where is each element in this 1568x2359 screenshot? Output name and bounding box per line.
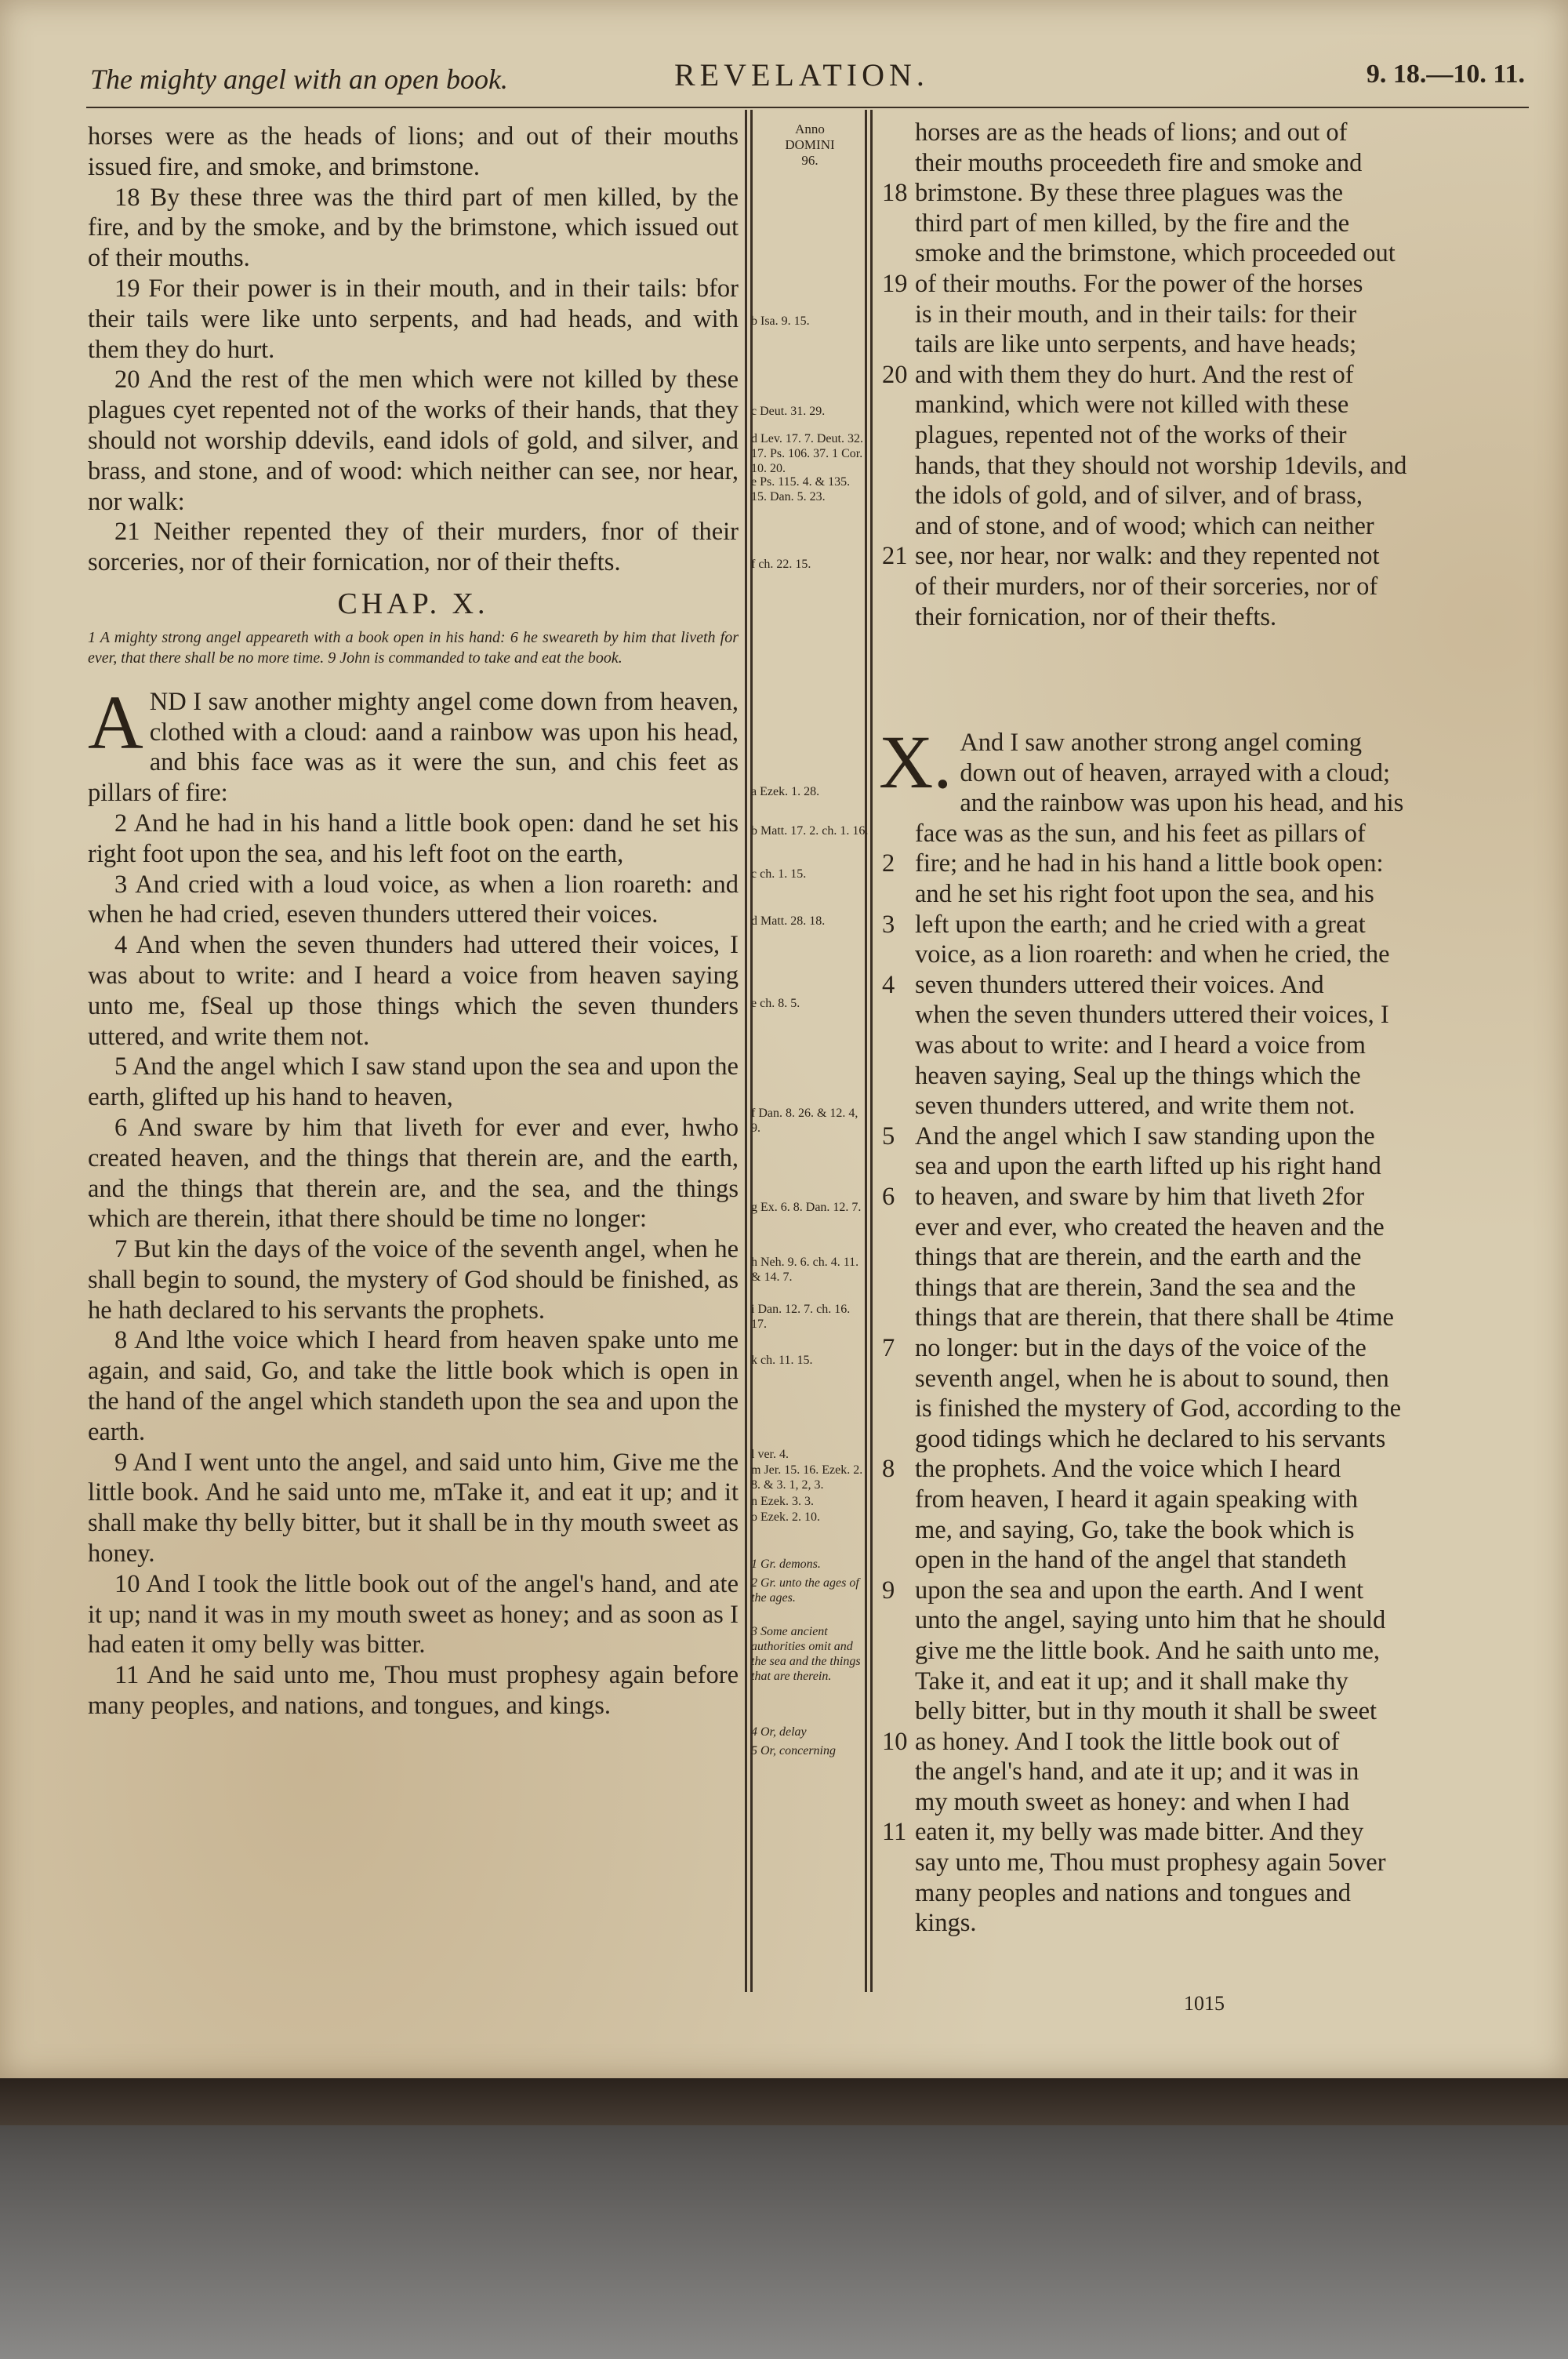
rv-line-text: fire; and he had in his hand a little book open: bbox=[915, 849, 1384, 878]
rv-line bbox=[882, 819, 1525, 849]
rv-line bbox=[882, 1485, 1525, 1515]
verse-number: 9 bbox=[882, 1576, 895, 1605]
rv-line-text: their fornication, nor of their thefts. bbox=[915, 602, 1277, 631]
margin-reference: h Neh. 9. 6. ch. 4. 11. & 14. 7. bbox=[751, 1256, 859, 1284]
verse: 8 And lthe voice which I heard from heaven spake unto me again, and said, Go, and take the little book which is open in the hand of the angel which standeth upon the sea and upon the earth. bbox=[88, 1326, 739, 1446]
rv-line bbox=[882, 1364, 1525, 1394]
rv-line: And I saw another strong angel coming bbox=[960, 729, 1362, 758]
revised-version-column bbox=[879, 118, 1525, 1939]
rv-line bbox=[882, 1636, 1525, 1667]
rv-line bbox=[882, 1848, 1525, 1878]
page-number: 1015 bbox=[1184, 1992, 1225, 2015]
rv-line bbox=[882, 1605, 1525, 1636]
rv-line-text: from heaven, I heard it again speaking with bbox=[915, 1485, 1358, 1514]
verse-number: 11 bbox=[882, 1818, 907, 1847]
rv-line bbox=[882, 541, 1525, 572]
verse: 20 And the rest of the men which were not killed by these plagues cyet repented not of the works of their hands, that they should not worship ddevils, eand idols of gold, and silver, and brass, and stone, and of wood: which neither can see, nor hear, nor walk: bbox=[88, 365, 739, 516]
verse-1 bbox=[88, 680, 739, 809]
verse: 21 Neither repented they of their murders, fnor of their sorceries, nor of their fornication, nor of their thefts. bbox=[88, 518, 739, 577]
rv-line-text: give me the little book. And he saith unto me, bbox=[915, 1636, 1381, 1665]
margin-reference: c Deut. 31. 29. bbox=[751, 405, 826, 418]
rv-line-text: when the seven thunders uttered their voices, I bbox=[915, 1001, 1389, 1030]
rv-line bbox=[882, 148, 1525, 179]
rv-line-text: was about to write: and I heard a voice from bbox=[915, 1031, 1366, 1060]
rv-line bbox=[882, 1787, 1525, 1818]
verse-number: 8 bbox=[882, 1455, 895, 1484]
margin-note: 5 Or, concerning bbox=[751, 1744, 836, 1757]
rv-line bbox=[882, 970, 1525, 1001]
verse: 19 For their power is in their mouth, and in their tails: bfor their tails were like unto serpents, and had heads, and with them they do hurt. bbox=[88, 274, 739, 364]
rv-line bbox=[882, 910, 1525, 940]
rv-line-text: horses are as the heads of lions; and out of bbox=[915, 118, 1348, 147]
rv-line bbox=[882, 1454, 1525, 1485]
rv-line bbox=[882, 1273, 1525, 1303]
verse: 10 And I took the little book out of the angel's hand, and ate it up; nand it was in my mouth sweet as honey; and as soon as I had eaten it omy belly was bitter. bbox=[88, 1569, 739, 1659]
rv-line-text: ever and ever, who created the heaven and the bbox=[915, 1212, 1385, 1241]
rv-line bbox=[882, 1515, 1525, 1546]
rv-line-text: the idols of gold, and of silver, and of brass, bbox=[915, 482, 1363, 511]
column-divider-right-b bbox=[870, 110, 873, 1992]
rv-line-text: no longer: but in the days of the voice of the bbox=[915, 1333, 1367, 1362]
rv-line-text: sea and upon the earth lifted up his right hand bbox=[915, 1152, 1381, 1181]
rv-line bbox=[882, 879, 1525, 910]
rv-line bbox=[882, 329, 1525, 360]
margin-reference: m Jer. 15. 16. Ezek. 2. 8. & 3. 1, 2, 3. bbox=[751, 1463, 863, 1492]
rv-line bbox=[882, 572, 1525, 602]
chapter-heading: CHAP. X. bbox=[337, 587, 489, 620]
verse: 3 And cried with a loud voice, as when a lion roareth: and when he had cried, eseven thunders uttered their voices. bbox=[88, 870, 739, 929]
rv-line bbox=[882, 1757, 1525, 1787]
rv-line-text: belly bitter, but in thy mouth it shall be sweet bbox=[915, 1697, 1377, 1726]
margin-note: 4 Or, delay bbox=[751, 1725, 807, 1739]
verse: 5 And the angel which I saw stand upon the sea and upon the earth, glifted up his hand to heaven, bbox=[88, 1052, 739, 1112]
rv-line bbox=[882, 1878, 1525, 1909]
rv-line-text: seventh angel, when he is about to sound, then bbox=[915, 1364, 1389, 1393]
authorized-version-column bbox=[88, 122, 739, 1721]
rv-line bbox=[882, 1091, 1525, 1121]
rv-line bbox=[882, 511, 1525, 542]
rv-line-text: heaven saying, Seal up the things which the bbox=[915, 1061, 1361, 1090]
margin-reference: b Matt. 17. 2. ch. 1. 16. bbox=[751, 824, 869, 838]
rv-line-text: third part of men killed, by the fire and the bbox=[915, 209, 1350, 238]
rv-line bbox=[882, 1908, 1525, 1939]
rv-line-text: is finished the mystery of God, according to the bbox=[915, 1394, 1402, 1423]
margin-reference: l ver. 4. bbox=[751, 1448, 789, 1461]
drop-cap: A bbox=[88, 680, 143, 765]
running-header bbox=[90, 55, 1525, 102]
anno-label: Anno bbox=[795, 122, 825, 136]
rv-line bbox=[882, 451, 1525, 482]
rv-line-text: plagues, repented not of the works of their bbox=[915, 420, 1347, 449]
rv-line-text: say unto me, Thou must prophesy again 5over bbox=[915, 1848, 1386, 1877]
header-left-title: The mighty angel with an open book. bbox=[90, 64, 508, 95]
rv-line-text: tails are like unto serpents, and have heads; bbox=[915, 330, 1357, 359]
rv-line bbox=[882, 849, 1525, 879]
verse: 6 And sware by him that liveth for ever and ever, hwho created heaven, and the things that therein are, and the earth, and the things that therein are, and the sea, and the things which are therein, ithat there should be time no longer: bbox=[88, 1113, 739, 1234]
rv-line-text: hands, that they should not worship 1devils, and bbox=[915, 451, 1407, 480]
rv-line-text: seven thunders uttered, and write them not. bbox=[915, 1092, 1356, 1121]
rv-line bbox=[882, 1424, 1525, 1455]
rv-line-text: many peoples and nations and tongues and bbox=[915, 1878, 1351, 1907]
margin-note: 2 Gr. unto the ages of the ages. bbox=[751, 1576, 859, 1605]
rv-line bbox=[882, 360, 1525, 391]
rv-line-text: seven thunders uttered their voices. And bbox=[915, 970, 1324, 999]
rv-line-text: brimstone. By these three plagues was the bbox=[915, 179, 1344, 208]
header-book-title: REVELATION. bbox=[674, 57, 929, 93]
rv-line-text: see, nor hear, nor walk: and they repented not bbox=[915, 542, 1380, 571]
rv-line-text: and with them they do hurt. And the rest of bbox=[915, 360, 1354, 389]
rv-line bbox=[882, 1212, 1525, 1243]
rv-line-text: of their murders, nor of their sorceries, nor of bbox=[915, 572, 1378, 601]
rv-line-text: is in their mouth, and in their tails: for their bbox=[915, 300, 1357, 329]
rv-line-text: eaten it, my belly was made bitter. And they bbox=[915, 1818, 1364, 1847]
rv-line bbox=[882, 1030, 1525, 1061]
rv-line-text: as honey. And I took the little book out of bbox=[915, 1727, 1340, 1756]
column-divider-left-b bbox=[750, 110, 753, 1992]
rv-line bbox=[882, 1696, 1525, 1727]
rv-line bbox=[882, 118, 1525, 148]
rv-line: down out of heaven, arrayed with a cloud; bbox=[960, 758, 1391, 787]
rv-line bbox=[882, 788, 1525, 819]
chapter-10-verses bbox=[88, 809, 739, 1721]
rv-line-text: left upon the earth; and he cried with a great bbox=[915, 910, 1366, 939]
verse-number: 21 bbox=[882, 542, 908, 571]
rv-line-text: my mouth sweet as honey: and when I had bbox=[915, 1787, 1350, 1816]
rv-line-text: upon the sea and upon the earth. And I went bbox=[915, 1576, 1364, 1605]
anno-domini bbox=[751, 122, 869, 169]
verse-number: 3 bbox=[882, 910, 895, 939]
rv-line bbox=[882, 238, 1525, 269]
verse: horses were as the heads of lions; and out of their mouths issued fire, and smoke, and brimstone. bbox=[88, 122, 739, 181]
rv-line bbox=[882, 481, 1525, 511]
margin-reference: d Matt. 28. 18. bbox=[751, 914, 826, 928]
margin-note: 1 Gr. demons. bbox=[751, 1558, 821, 1571]
rv-line bbox=[882, 602, 1525, 633]
margin-reference: e Ps. 115. 4. & 135. 15. Dan. 5. 23. bbox=[751, 475, 851, 503]
rv-line-text: things that are therein, that there shall be 4time bbox=[915, 1303, 1394, 1332]
margin-reference: n Ezek. 3. 3. bbox=[751, 1495, 814, 1508]
rv-line bbox=[882, 209, 1525, 239]
verse-number: 19 bbox=[882, 269, 908, 298]
rv-line bbox=[882, 178, 1525, 209]
margin-reference: d Lev. 17. 7. Deut. 32. 17. Ps. 106. 37. 1 Cor. 10. 20. bbox=[751, 432, 863, 475]
rv-line-text: Take it, and eat it up; and it shall make thy bbox=[915, 1667, 1348, 1696]
header-rule bbox=[86, 107, 1529, 108]
verse-number: 6 bbox=[882, 1183, 895, 1211]
verse: 2 And he had in his hand a little book open: dand he set his right foot upon the sea, and his left foot on the earth, bbox=[88, 809, 739, 868]
rv-line bbox=[882, 1727, 1525, 1757]
rv-chapter-9 bbox=[882, 118, 1525, 632]
rv-line-text: me, and saying, Go, take the book which is bbox=[915, 1515, 1355, 1544]
verse-number: 18 bbox=[882, 179, 908, 208]
rv-line bbox=[882, 390, 1525, 420]
header-chapter-range: 9. 18.—10. 11. bbox=[1366, 60, 1525, 89]
rv-line bbox=[882, 1394, 1525, 1424]
rv-line bbox=[882, 1545, 1525, 1576]
verse: 7 But kin the days of the voice of the seventh angel, when he shall begin to sound, the mystery of God should be finished, as he hath declared to his servants the prophets. bbox=[88, 1235, 739, 1325]
margin-reference: f ch. 22. 15. bbox=[751, 558, 811, 571]
rv-line-text: and he set his right foot upon the sea, and his bbox=[915, 880, 1374, 909]
rv-line bbox=[882, 1576, 1525, 1606]
margin-reference: f Dan. 8. 26. & 12. 4, 9. bbox=[751, 1107, 858, 1135]
rv-line-text: things that are therein, 3and the sea and the bbox=[915, 1273, 1356, 1302]
rv-line bbox=[882, 1000, 1525, 1030]
rv-line bbox=[882, 1242, 1525, 1273]
verse-number: 5 bbox=[882, 1121, 895, 1150]
rv-line bbox=[882, 1817, 1525, 1848]
rv-line-text: and the rainbow was upon his head, and his bbox=[960, 789, 1404, 818]
verse-1-text: ND I saw another mighty angel come down from heaven, clothed with a cloud: aand a rainbow was upon his head, and bhis face was as it were the sun, and chis feet as pillars of fire: bbox=[88, 687, 739, 808]
rv-line bbox=[882, 1121, 1525, 1152]
domini-label: DOMINI bbox=[785, 137, 835, 152]
chapter-9-verses bbox=[88, 122, 739, 578]
rv-line-text: mankind, which were not killed with these bbox=[915, 391, 1349, 420]
rv-line bbox=[882, 1151, 1525, 1182]
margin-reference: e ch. 8. 5. bbox=[751, 997, 800, 1010]
verse-number: 7 bbox=[882, 1333, 895, 1362]
rv-line bbox=[882, 420, 1525, 451]
rv-line-text: voice, as a lion roareth: and when he cried, the bbox=[915, 940, 1390, 969]
year-label: 96. bbox=[801, 153, 818, 168]
rv-line-text: open in the hand of the angel that standeth bbox=[915, 1546, 1347, 1575]
rv-line-text: the prophets. And the voice which I heard bbox=[915, 1455, 1341, 1484]
verse-number: 20 bbox=[882, 360, 908, 389]
rv-line-text: And the angel which I saw standing upon the bbox=[915, 1121, 1375, 1150]
rv-chapter-10 bbox=[882, 788, 1525, 1939]
rv-line-text: kings. bbox=[915, 1909, 977, 1938]
chapter-summary: 1 A mighty strong angel appeareth with a book open in his hand: 6 he sweareth by him that liveth for ever, that there shall be no more time. 9 John is commanded to take and eat the book. bbox=[88, 628, 739, 667]
rv-line-text: good tidings which he declared to his servants bbox=[915, 1424, 1386, 1453]
rv-line bbox=[882, 300, 1525, 330]
rv-line-text: unto the angel, saying unto him that he should bbox=[915, 1606, 1386, 1635]
marginal-references bbox=[751, 122, 869, 1757]
rv-line-text: the angel's hand, and ate it up; and it was in bbox=[915, 1757, 1359, 1787]
verse-number: 4 bbox=[882, 970, 895, 999]
rv-line-text: of their mouths. For the power of the horses bbox=[915, 269, 1363, 298]
rv-line-text: smoke and the brimstone, which proceeded out bbox=[915, 239, 1396, 268]
rv-line bbox=[882, 1061, 1525, 1092]
verse: 4 And when the seven thunders had uttered their voices, I was about to write: and I heard a voice from heaven saying unto me, fSeal up those things which the seven thunders uttered, and write them not. bbox=[88, 931, 739, 1051]
margin-reference: g Ex. 6. 8. Dan. 12. 7. bbox=[751, 1201, 862, 1214]
verse-number: 2 bbox=[882, 849, 895, 878]
column-divider-right-a bbox=[865, 110, 867, 1992]
verse: 18 By these three was the third part of men killed, by the fire, and by the smoke, and by the brimstone, which issued out of their mouths. bbox=[88, 183, 739, 273]
rv-line-text: things that are therein, and the earth and the bbox=[915, 1243, 1362, 1272]
margin-reference: a Ezek. 1. 28. bbox=[751, 785, 820, 798]
verse-number: 10 bbox=[882, 1727, 908, 1756]
rv-line bbox=[882, 1333, 1525, 1364]
margin-reference: b Isa. 9. 15. bbox=[751, 314, 810, 328]
rv-line bbox=[882, 269, 1525, 300]
rv-line-text: to heaven, and sware by him that liveth 2for bbox=[915, 1183, 1365, 1211]
rv-line bbox=[882, 1303, 1525, 1333]
rv-line bbox=[882, 1182, 1525, 1212]
rv-line bbox=[882, 940, 1525, 970]
margin-reference: o Ezek. 2. 10. bbox=[751, 1510, 820, 1524]
rv-line bbox=[882, 1667, 1525, 1697]
margin-reference: c ch. 1. 15. bbox=[751, 867, 807, 881]
rv-chapter-gap bbox=[882, 632, 1525, 728]
rv-chapter-numeral: X. bbox=[879, 720, 953, 805]
rv-line-text: face was as the sun, and his feet as pillars of bbox=[915, 819, 1366, 848]
verse: 9 And I went unto the angel, and said unto him, Give me the little book. And he said unto me, mTake it, and eat it up; and it shall make thy belly bitter, but it shall be in thy mouth sweet as honey. bbox=[88, 1448, 739, 1568]
verse: 11 And he said unto me, Thou must prophesy again before many peoples, and nations, and tongues, and kings. bbox=[88, 1661, 739, 1721]
column-divider-left-a bbox=[745, 110, 747, 1992]
margin-reference: i Dan. 12. 7. ch. 16. 17. bbox=[751, 1303, 851, 1331]
book-spine-edge bbox=[0, 2078, 1568, 2125]
margin-note: 3 Some ancient authorities omit and the sea and the things that are therein. bbox=[751, 1625, 861, 1683]
margin-reference: k ch. 11. 15. bbox=[751, 1354, 813, 1367]
rv-line-text: their mouths proceedeth fire and smoke and bbox=[915, 148, 1363, 177]
rv-line-text: and of stone, and of wood; which can neither bbox=[915, 511, 1374, 540]
